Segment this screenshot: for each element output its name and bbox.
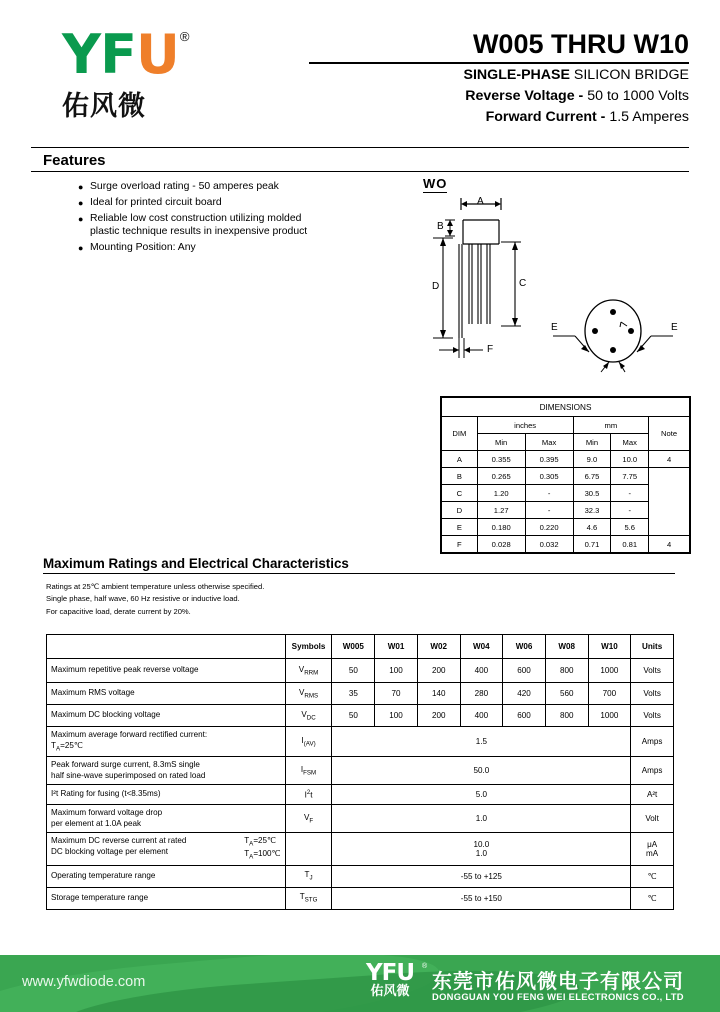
subtitle-1-bold: SINGLE-PHASE bbox=[463, 67, 570, 84]
symbol-sub: F bbox=[309, 817, 314, 825]
dim-in-min: 0.355 bbox=[477, 451, 525, 468]
logo-letter-u: U bbox=[136, 23, 179, 86]
spec-unit: Volt bbox=[631, 805, 674, 833]
symbol-main: V bbox=[301, 709, 307, 719]
spec-description-line1: Maximum average forward rectified current: bbox=[51, 730, 208, 739]
feature-item-continuation bbox=[78, 225, 408, 240]
dim-in-min: 1.27 bbox=[477, 502, 525, 519]
dim-letter: F bbox=[442, 536, 478, 553]
table-row bbox=[442, 468, 690, 485]
spec-description bbox=[47, 727, 286, 757]
dimensions-table-title: DIMENSIONS bbox=[442, 398, 690, 417]
ratings-notes bbox=[46, 581, 264, 618]
bullet-icon: ● bbox=[78, 213, 84, 224]
spec-condition-main: T bbox=[244, 848, 250, 858]
spec-part-header: W06 bbox=[503, 635, 546, 659]
company-name-english: DONGGUAN YOU FENG WEI ELECTRONICS CO., LTD bbox=[432, 991, 684, 1002]
package-outline-svg bbox=[423, 176, 689, 386]
spec-unit: Amps bbox=[631, 727, 674, 757]
feature-text: Ideal for printed circuit board bbox=[90, 196, 222, 208]
dim-mm-min: 9.0 bbox=[573, 451, 611, 468]
spec-description: I²t Rating for fusing (t<8.35ms) bbox=[47, 785, 286, 805]
company-name-chinese: 东莞市佑风微电子有限公司 bbox=[432, 969, 684, 993]
table-row bbox=[442, 536, 690, 553]
logo-wordmark bbox=[62, 23, 292, 86]
logo-chinese-name: 佑风微 bbox=[62, 91, 146, 122]
symbol-sub: J bbox=[309, 874, 313, 882]
spec-description bbox=[47, 757, 286, 785]
subtitle-3-rest: 1.5 Amperes bbox=[605, 109, 689, 126]
spec-symbol bbox=[285, 833, 332, 865]
spec-condition-sub: A bbox=[249, 853, 254, 861]
features-list bbox=[78, 180, 408, 257]
mm-max-header: Max bbox=[611, 434, 649, 451]
logo-letters-yf: YF bbox=[62, 23, 136, 86]
dim-mm-min: 30.5 bbox=[573, 485, 611, 502]
mm-min-header: Min bbox=[573, 434, 611, 451]
dim-letter: B bbox=[442, 468, 478, 485]
spec-value: 35 bbox=[332, 683, 375, 705]
spec-description-line2: DC blocking voltage per element bbox=[51, 846, 168, 856]
feature-text: Mounting Position: Any bbox=[90, 242, 196, 254]
spec-part-header: W005 bbox=[332, 635, 375, 659]
dim-mm-min: 6.75 bbox=[573, 468, 611, 485]
spec-condition-sub: A bbox=[55, 745, 61, 753]
spec-value-span bbox=[332, 833, 631, 865]
spec-desc-header bbox=[47, 635, 286, 659]
feature-item bbox=[78, 196, 408, 211]
spec-unit: Amps bbox=[631, 757, 674, 785]
symbol-main: I bbox=[301, 735, 304, 745]
subtitle-2-bold: Reverse Voltage - bbox=[465, 88, 584, 105]
title-divider bbox=[309, 62, 689, 64]
dim-in-min: 0.265 bbox=[477, 468, 525, 485]
spec-description: Maximum RMS voltage bbox=[47, 683, 286, 705]
bullet-icon: ● bbox=[78, 243, 84, 254]
symbol-main: V bbox=[298, 664, 305, 674]
dim-mm-max: 5.6 bbox=[611, 519, 649, 536]
spec-symbol bbox=[285, 683, 332, 705]
spec-value-span: 1.0 bbox=[332, 805, 631, 833]
spec-value-span: 50.0 bbox=[332, 757, 631, 785]
spec-description bbox=[47, 833, 286, 865]
dim-mm-min: 4.6 bbox=[573, 519, 611, 536]
dimensions-table bbox=[440, 396, 691, 554]
spec-value: 140 bbox=[417, 683, 460, 705]
spec-description-line1: Maximum DC reverse current at rated bbox=[51, 836, 187, 846]
spec-value: 200 bbox=[417, 659, 460, 683]
spec-value: 1000 bbox=[588, 705, 631, 727]
symbol-main: T bbox=[299, 892, 305, 902]
dim-note: 4 bbox=[649, 451, 690, 468]
dim-in-max: - bbox=[525, 485, 573, 502]
spec-value: 600 bbox=[503, 659, 546, 683]
dimension-label-b: B bbox=[437, 221, 444, 232]
dim-in-max: 0.220 bbox=[525, 519, 573, 536]
spec-value: 560 bbox=[545, 683, 588, 705]
page-footer bbox=[0, 955, 720, 1012]
feature-item bbox=[78, 212, 408, 227]
spec-value-1: 10.0 bbox=[473, 839, 490, 849]
ratings-heading: Maximum Ratings and Electrical Characteristics bbox=[43, 556, 349, 571]
spec-unit: Volts bbox=[631, 659, 674, 683]
table-row bbox=[47, 659, 674, 683]
table-row bbox=[47, 683, 674, 705]
symbol-sub: FSM bbox=[303, 769, 317, 777]
company-logo bbox=[62, 23, 292, 123]
package-drawing bbox=[423, 176, 689, 386]
features-divider bbox=[31, 171, 689, 172]
table-row bbox=[47, 805, 674, 833]
spec-unit: A²t bbox=[631, 785, 674, 805]
spec-description: Maximum repetitive peak reverse voltage bbox=[47, 659, 286, 683]
spec-units-header: Units bbox=[631, 635, 674, 659]
dim-note bbox=[649, 468, 690, 536]
footer-registered-icon: ® bbox=[422, 963, 428, 970]
dim-in-max: 0.032 bbox=[525, 536, 573, 553]
symbol-sub: STG bbox=[304, 896, 318, 904]
subtitle-3-bold: Forward Current - bbox=[485, 109, 606, 126]
feature-item bbox=[78, 241, 408, 256]
mm-col-header: mm bbox=[573, 417, 649, 434]
spec-description-line2: half sine-wave superimposed on rated load bbox=[51, 770, 206, 780]
spec-value: 280 bbox=[460, 683, 503, 705]
spec-condition-main: T bbox=[244, 836, 250, 846]
symbol-main: V bbox=[303, 812, 310, 822]
spec-condition-rest: =100℃ bbox=[253, 848, 281, 858]
dimension-label-e-right: E bbox=[671, 322, 678, 333]
spec-part-header: W10 bbox=[588, 635, 631, 659]
dim-mm-max: 7.75 bbox=[611, 468, 649, 485]
note-col-header: Note bbox=[649, 417, 690, 451]
subtitle-line-1 bbox=[309, 66, 689, 85]
registered-trademark-icon: ® bbox=[179, 29, 190, 44]
spec-value: 50 bbox=[332, 705, 375, 727]
table-row bbox=[47, 865, 674, 887]
footer-logo bbox=[366, 962, 414, 999]
table-row bbox=[47, 705, 674, 727]
feature-text: Surge overload rating - 50 amperes peak bbox=[90, 181, 279, 192]
footer-logo-chinese: 佑风微 bbox=[370, 984, 410, 999]
spec-value: 50 bbox=[332, 659, 375, 683]
dim-in-min: 1.20 bbox=[477, 485, 525, 502]
spec-condition-main: T bbox=[51, 740, 56, 750]
spec-value: 400 bbox=[460, 705, 503, 727]
spec-unit: Volts bbox=[631, 705, 674, 727]
subtitle-line-2 bbox=[309, 87, 689, 106]
spec-value: 1000 bbox=[588, 659, 631, 683]
spec-condition-rest: =25℃ bbox=[253, 836, 277, 846]
spec-condition-group bbox=[244, 836, 280, 861]
feature-text: plastic technique results in inexpensive product bbox=[90, 226, 308, 238]
symbol-main: I bbox=[304, 790, 307, 800]
ratings-section bbox=[43, 556, 675, 574]
spec-value: 100 bbox=[375, 659, 418, 683]
symbol-sub: (AV) bbox=[303, 740, 316, 748]
spec-description-line2: per element at 1.0A peak bbox=[51, 818, 141, 828]
spec-condition-rest: =25℃ bbox=[60, 740, 83, 750]
ratings-note: Ratings at 25℃ ambient temperature unless otherwise specified. bbox=[46, 582, 265, 591]
features-heading: Features bbox=[43, 152, 106, 169]
dim-letter: D bbox=[442, 502, 478, 519]
website-url[interactable]: www.yfwdiode.com bbox=[22, 974, 146, 990]
dimension-label-a: A bbox=[477, 196, 484, 207]
spec-part-header: W04 bbox=[460, 635, 503, 659]
table-row bbox=[47, 833, 674, 865]
spec-value-span: 5.0 bbox=[332, 785, 631, 805]
spec-value: 800 bbox=[545, 705, 588, 727]
table-header-row bbox=[47, 635, 674, 659]
spec-unit-1: μA bbox=[647, 839, 658, 849]
table-row bbox=[47, 785, 674, 805]
spec-unit bbox=[631, 833, 674, 865]
title-block bbox=[309, 30, 689, 127]
symbol-main: V bbox=[298, 687, 305, 697]
spec-condition-sub: A bbox=[249, 840, 254, 848]
spec-value: 70 bbox=[375, 683, 418, 705]
dim-in-max: 0.395 bbox=[525, 451, 573, 468]
spec-description: Operating temperature range bbox=[47, 865, 286, 887]
table-row bbox=[47, 887, 674, 909]
symbol-sub: DC bbox=[306, 714, 316, 722]
spec-value: 200 bbox=[417, 705, 460, 727]
dim-letter: E bbox=[442, 519, 478, 536]
spec-part-header: W08 bbox=[545, 635, 588, 659]
spec-unit: Volts bbox=[631, 683, 674, 705]
symbol-sup: 2 bbox=[306, 789, 311, 796]
spec-symbol bbox=[285, 865, 332, 887]
feature-text: Reliable low cost construction utilizing molded bbox=[90, 212, 302, 224]
dimension-label-c: C bbox=[519, 278, 527, 289]
spec-symbol bbox=[285, 887, 332, 909]
spec-value-2: 1.0 bbox=[475, 848, 487, 858]
dim-in-max: 0.305 bbox=[525, 468, 573, 485]
datasheet-body bbox=[31, 147, 689, 938]
dim-in-max: - bbox=[525, 502, 573, 519]
table-row bbox=[47, 757, 674, 785]
spec-description bbox=[47, 805, 286, 833]
dim-mm-min: 0.71 bbox=[573, 536, 611, 553]
spec-unit: ℃ bbox=[631, 865, 674, 887]
spec-description: Maximum DC blocking voltage bbox=[47, 705, 286, 727]
page-title: W005 THRU W10 bbox=[472, 29, 689, 59]
spec-value: 100 bbox=[375, 705, 418, 727]
dim-letter: C bbox=[442, 485, 478, 502]
symbol-main: I bbox=[300, 764, 304, 774]
spec-value: 600 bbox=[503, 705, 546, 727]
table-row bbox=[47, 727, 674, 757]
dimension-label-e-left: E bbox=[551, 322, 558, 333]
dimension-label-d: D bbox=[432, 281, 440, 292]
footer-logo-wordmark: YFU bbox=[366, 960, 415, 986]
dim-mm-min: 32.3 bbox=[573, 502, 611, 519]
spec-part-header: W02 bbox=[417, 635, 460, 659]
dim-mm-max: - bbox=[611, 485, 649, 502]
subtitle-line-3 bbox=[309, 108, 689, 127]
feature-item bbox=[78, 180, 408, 195]
inches-col-header: inches bbox=[477, 417, 573, 434]
dim-letter: A bbox=[442, 451, 478, 468]
bullet-icon: ● bbox=[78, 182, 84, 192]
table-row bbox=[442, 451, 690, 468]
dim-mm-max: - bbox=[611, 502, 649, 519]
symbol-sub: RRM bbox=[304, 669, 319, 677]
dimension-label-f: F bbox=[487, 344, 494, 355]
inches-min-header: Min bbox=[477, 434, 525, 451]
spec-value-span: -55 to +125 bbox=[332, 865, 631, 887]
spec-value: 420 bbox=[503, 683, 546, 705]
dim-in-min: 0.180 bbox=[477, 519, 525, 536]
spec-symbol bbox=[285, 727, 332, 757]
spec-symbol bbox=[285, 785, 332, 805]
spec-description-line1: Maximum forward voltage drop bbox=[51, 808, 163, 818]
subtitle-2-rest: 50 to 1000 Volts bbox=[583, 88, 689, 105]
spec-symbol bbox=[285, 705, 332, 727]
spec-symbol bbox=[285, 659, 332, 683]
dim-note: 4 bbox=[649, 536, 690, 553]
page-header bbox=[0, 0, 720, 150]
spec-value: 800 bbox=[545, 659, 588, 683]
dim-mm-max: 0.81 bbox=[611, 536, 649, 553]
spec-value-span: 1.5 bbox=[332, 727, 631, 757]
dim-mm-max: 10.0 bbox=[611, 451, 649, 468]
spec-symbol bbox=[285, 805, 332, 833]
spec-symbols-header: Symbols bbox=[285, 635, 332, 659]
spec-value: 700 bbox=[588, 683, 631, 705]
ratings-note: Single phase, half wave, 60 Hz resistive or inductive load. bbox=[46, 594, 240, 604]
ratings-note: For capacitive load, derate current by 20%. bbox=[46, 606, 191, 616]
dim-col-header: DIM bbox=[442, 417, 478, 451]
symbol-main: T bbox=[304, 870, 310, 880]
spec-description: Storage temperature range bbox=[47, 887, 286, 909]
spec-description-line1: Peak forward surge current, 8.3mS single bbox=[51, 760, 200, 770]
symbol-sub: RMS bbox=[304, 692, 319, 700]
dim-in-min: 0.028 bbox=[477, 536, 525, 553]
ratings-divider bbox=[43, 573, 675, 574]
specifications-table bbox=[46, 634, 674, 910]
spec-unit-2: mA bbox=[646, 848, 659, 858]
package-name-label: WO bbox=[423, 176, 448, 191]
spec-part-header: W01 bbox=[375, 635, 418, 659]
spec-unit: ℃ bbox=[631, 887, 674, 909]
spec-value: 400 bbox=[460, 659, 503, 683]
subtitle-1-rest: SILICON BRIDGE bbox=[569, 67, 689, 84]
symbol-rest: t bbox=[310, 790, 313, 800]
bullet-icon: ● bbox=[78, 197, 84, 208]
spec-value-span: -55 to +150 bbox=[332, 887, 631, 909]
spec-symbol bbox=[285, 757, 332, 785]
inches-max-header: Max bbox=[525, 434, 573, 451]
